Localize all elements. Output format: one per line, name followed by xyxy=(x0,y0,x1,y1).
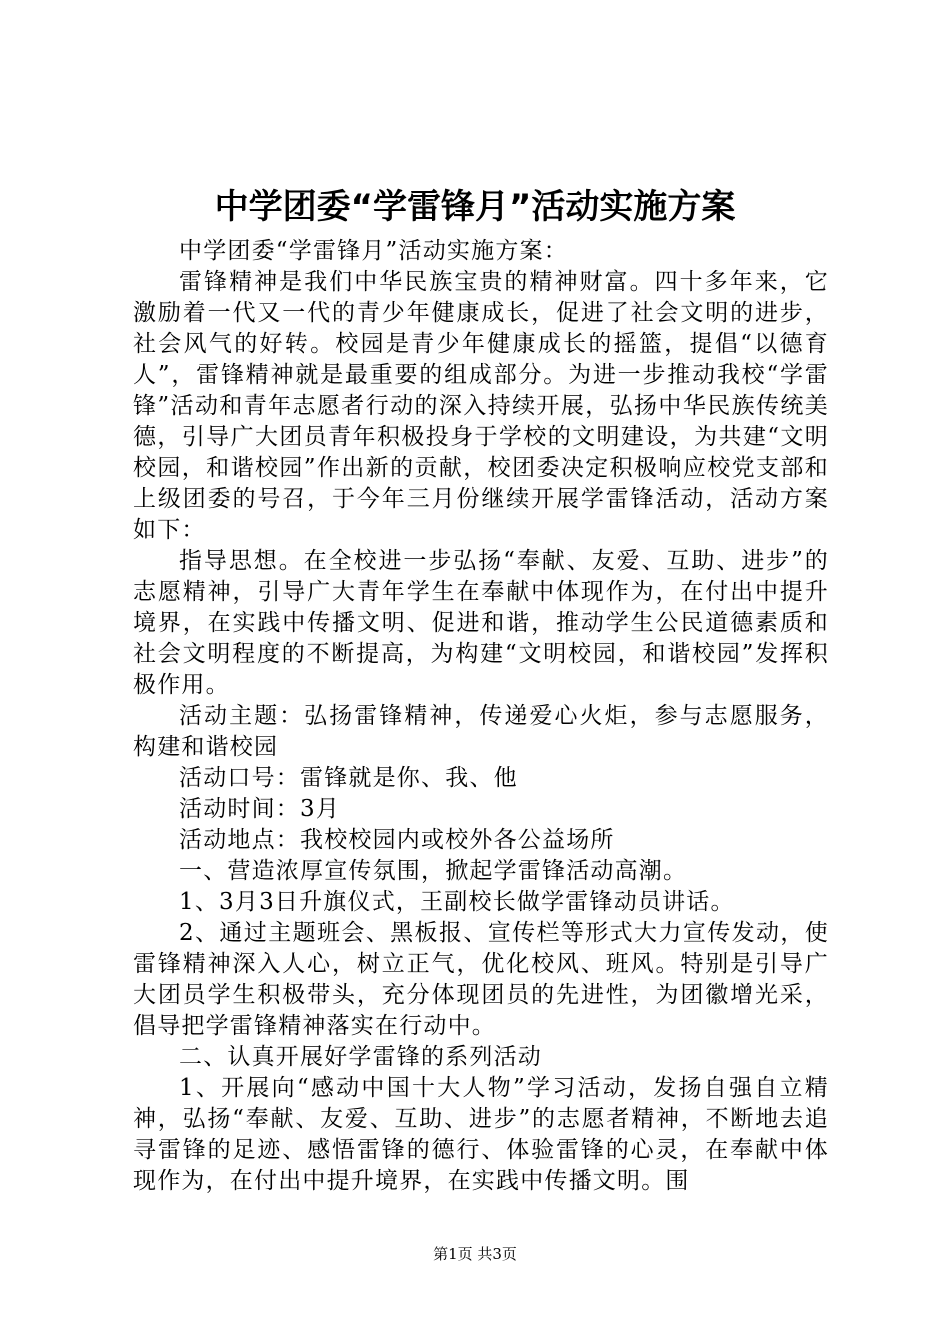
paragraph-intro: 雷锋精神是我们中华民族宝贵的精神财富。四十多年来，它激励着一代又一代的青少年健康成长，促进了社会文明的进步，社会风气的好转。校园是青少年健康成长的摇篮，提倡“以德育人”，雷锋精神就是最重要的组成部分。为进一步推动我校“学雷锋”活动和青年志愿者行动的深入持续开展，弘扬中华民族传统美德，引导广大团员青年积极投身于学校的文明建设，为共建“文明校园，和谐校园”作出新的贡献，校团委决定积极响应校党支部和上级团委的号召，于今年三月份继续开展学雷锋活动，活动方案如下： xyxy=(133,269,829,543)
document-title: 中学团委“学雷锋月”活动实施方案 xyxy=(214,187,736,227)
page-footer: 第1页 共3页 xyxy=(433,1245,517,1263)
paragraph-slogan: 活动口号：雷锋就是你、我、他 xyxy=(179,765,518,791)
paragraph-theme: 活动主题：弘扬雷锋精神，传递爱心火炬，参与志愿服务，构建和谐校园 xyxy=(133,703,829,760)
paragraph-time: 活动时间：3月 xyxy=(179,796,341,822)
paragraph-intro-heading: 中学团委“学雷锋月”活动实施方案： xyxy=(179,238,568,264)
list-item-1-1: 1、3月3日升旗仪式，王副校长做学雷锋动员讲话。 xyxy=(179,889,735,915)
document-body xyxy=(133,236,829,1197)
list-item-1-2: 2、通过主题班会、黑板报、宣传栏等形式大力宣传发动，使雷锋精神深入人心，树立正气，优化校风、班风。特别是引导广大团员学生积极带头，充分体现团员的先进性，为团徽增光采，倡导把学雷锋精神落实在行动中。 xyxy=(133,920,829,1039)
section-heading-1: 一、营造浓厚宣传氛围，掀起学雷锋活动高潮。 xyxy=(179,858,688,884)
section-heading-2: 二、认真开展好学雷锋的系列活动 xyxy=(179,1044,542,1070)
list-item-2-1: 1、开展向“感动中国十大人物”学习活动，发扬自强自立精神，弘扬“奉献、友爱、互助、进步”的志愿者精神，不断地去追寻雷锋的足迹、感悟雷锋的德行、体验雷锋的心灵，在奉献中体现作为，在付出中提升境界，在实践中传播文明。围 xyxy=(133,1075,829,1194)
paragraph-location: 活动地点：我校校园内或校外各公益场所 xyxy=(179,827,615,853)
paragraph-guiding-thought: 指导思想。在全校进一步弘扬“奉献、友爱、互助、进步”的志愿精神，引导广大青年学生在奉献中体现作为，在付出中提升境界，在实践中传播文明、促进和谐，推动学生公民道德素质和社会文明程度的不断提高，为构建“文明校园，和谐校园”发挥积极作用。 xyxy=(133,548,829,698)
